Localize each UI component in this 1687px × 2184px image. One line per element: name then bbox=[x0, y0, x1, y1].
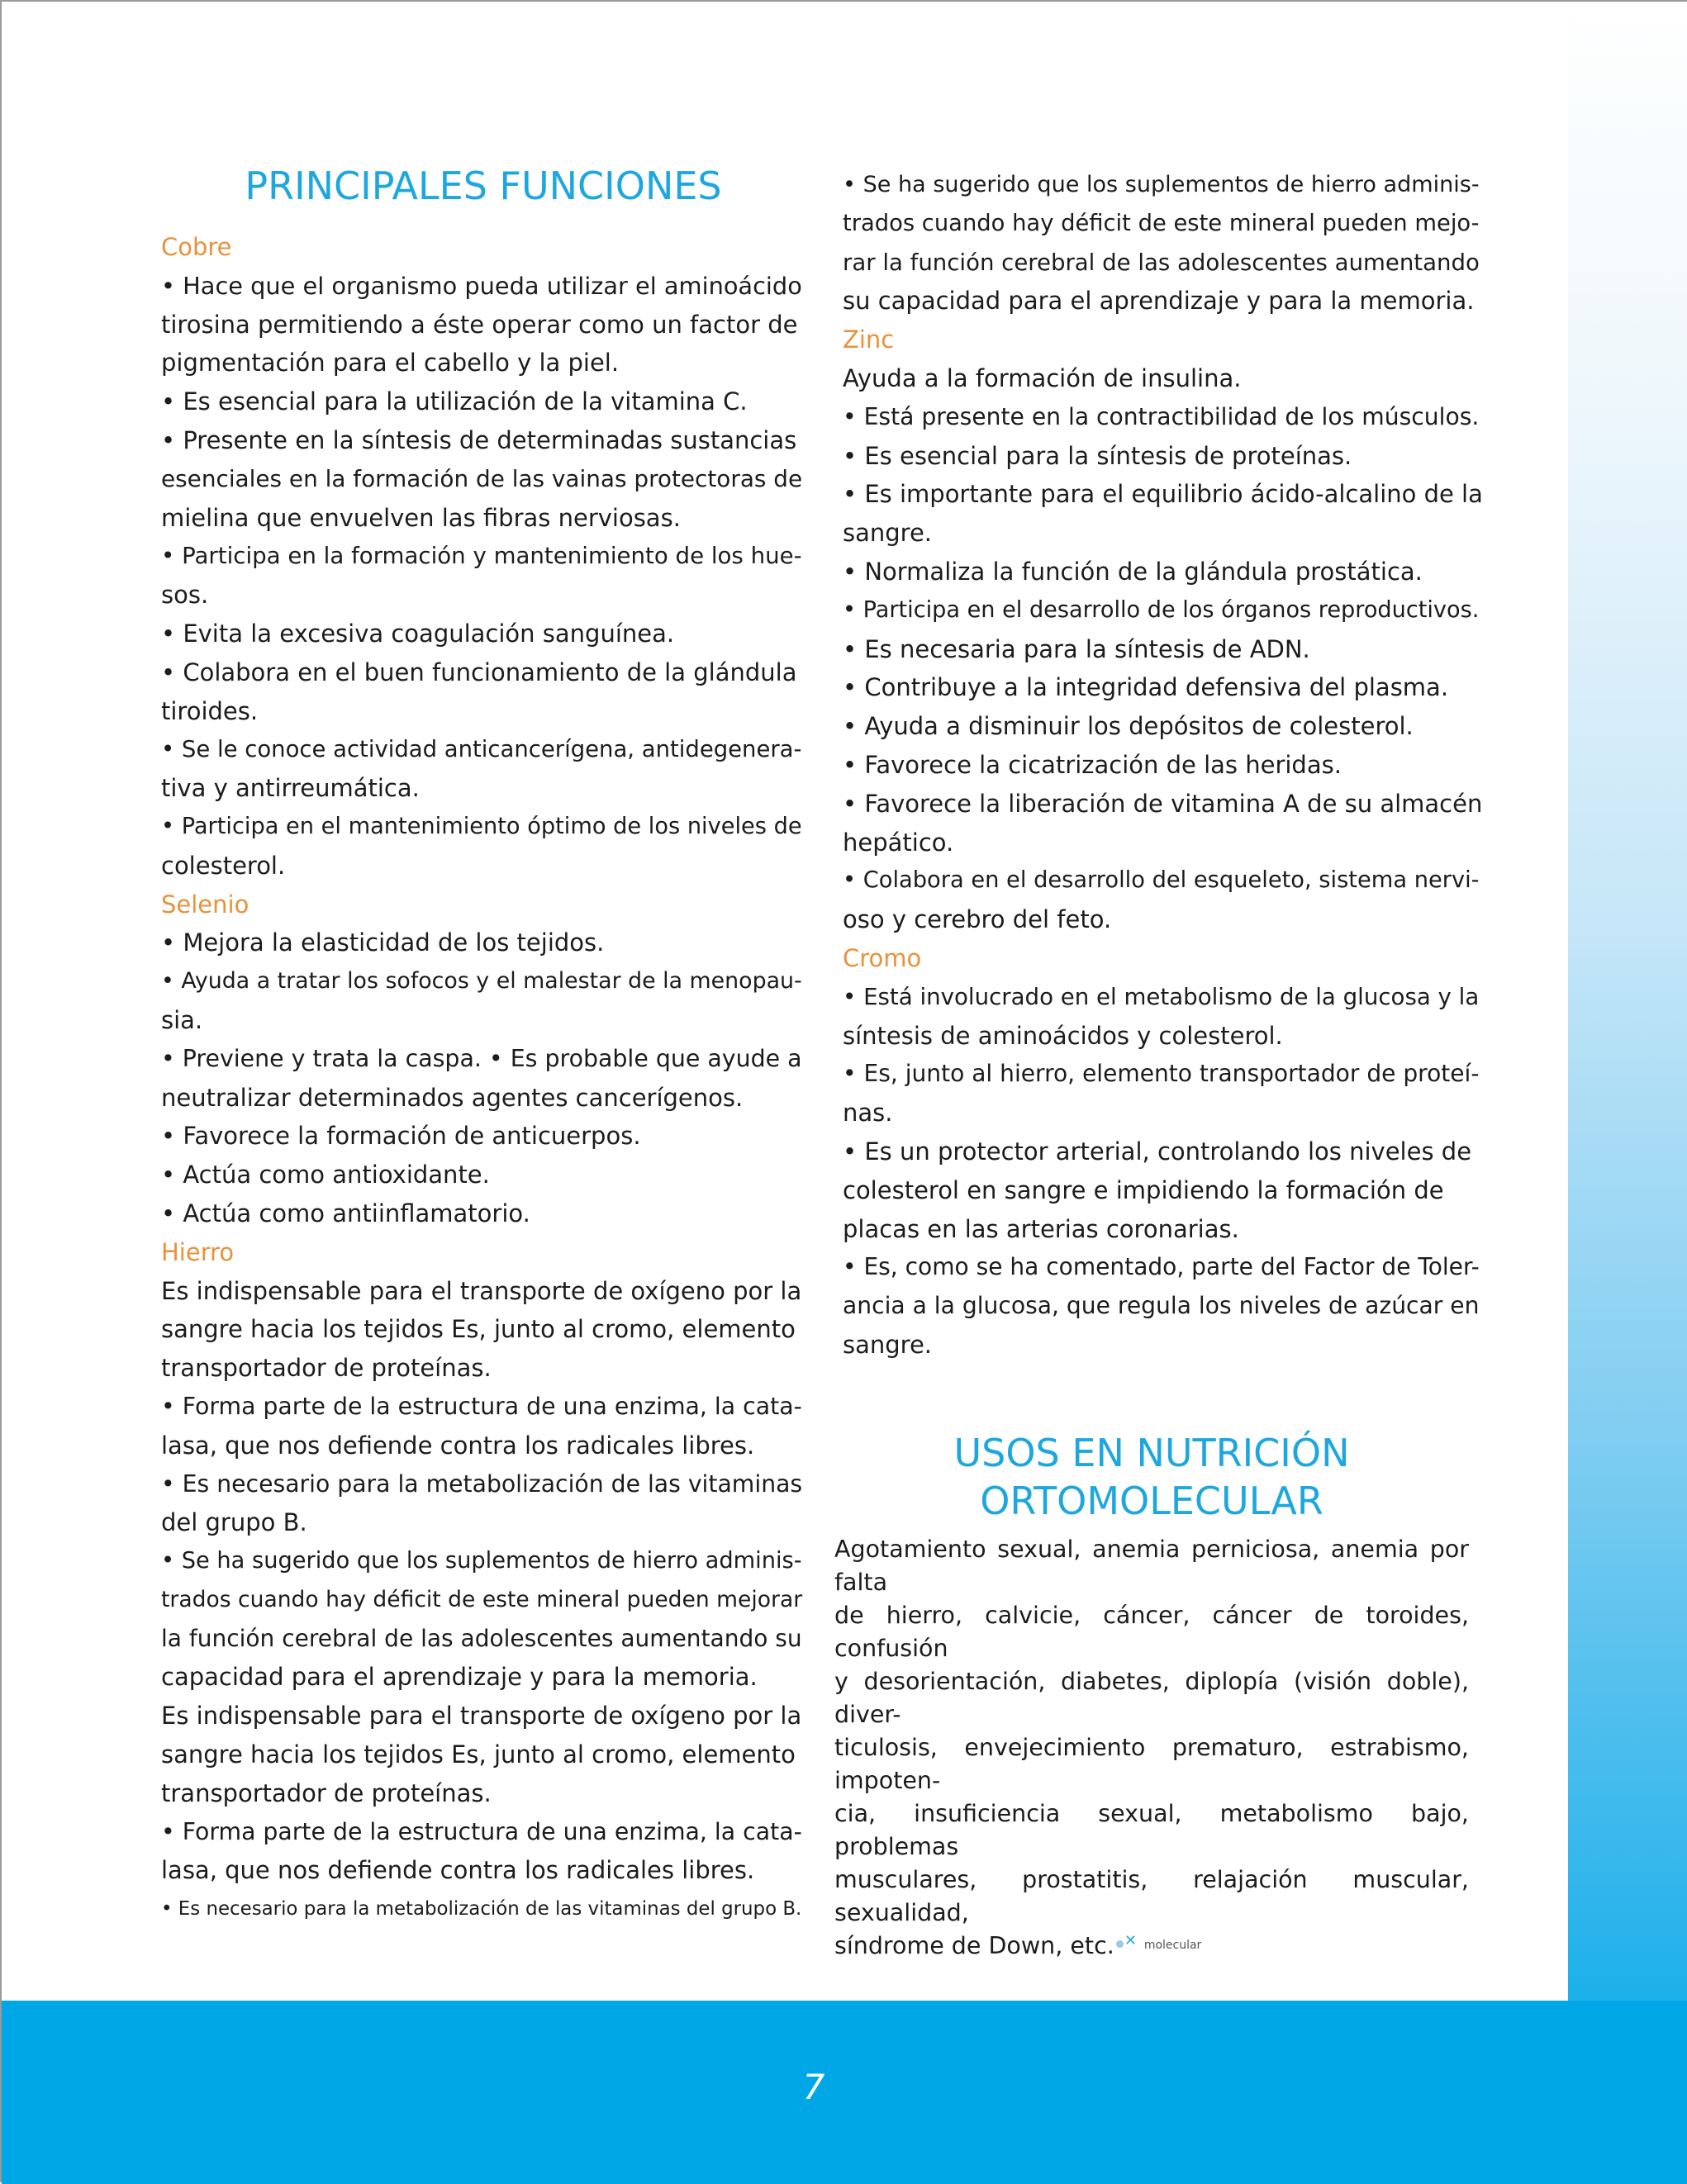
text-line: • Se le conoce actividad anticancerígena, antidegenera- bbox=[161, 736, 802, 763]
text-line: • Es necesario para la metabolización de las vitaminas del grupo B. bbox=[161, 1898, 802, 1920]
text-line: oso y cerebro del feto. bbox=[843, 905, 1112, 934]
text-line: • Colabora en el desarrollo del esqueleto, sistema nervi- bbox=[843, 867, 1480, 894]
text-line: Ayuda a la formación de insulina. bbox=[843, 363, 1242, 392]
text-line: y desorientación, diabetes, diplopía (visión doble), diver- bbox=[834, 1668, 1469, 1728]
usos-title-line-1: USOS EN NUTRICIÓN bbox=[953, 1431, 1350, 1475]
text-line: • Participa en la formación y mantenimiento de los hue- bbox=[161, 542, 802, 570]
text-line: • Favorece la liberación de vitamina A de su almacén bbox=[843, 789, 1483, 818]
text-line: • Ayuda a disminuir los depósitos de colesterol. bbox=[843, 712, 1414, 741]
text-line: su capacidad para el aprendizaje y para la memoria. bbox=[843, 287, 1475, 316]
subsection-heading: Zinc bbox=[843, 325, 895, 354]
text-line: hepático. bbox=[843, 828, 954, 857]
text-line: pigmentación para el cabello y la piel. bbox=[161, 349, 620, 377]
text-line: transportador de proteínas. bbox=[161, 1778, 492, 1807]
text-line: • Forma parte de la estructura de una enzima, la cata- bbox=[161, 1817, 802, 1845]
usos-paragraph bbox=[834, 1533, 1469, 1963]
right-text-lines bbox=[843, 166, 1483, 1365]
text-line: • Favorece la formación de anticuerpos. bbox=[161, 1122, 641, 1151]
right-gradient-strip bbox=[1568, 2, 1687, 2001]
principales-funciones-title: PRINCIPALES FUNCIONES bbox=[245, 164, 722, 208]
text-line: capacidad para el aprendizaje y para la memoria. bbox=[161, 1663, 758, 1692]
text-line: Agotamiento sexual, anemia perniciosa, anemia por falta bbox=[834, 1536, 1469, 1596]
text-line: sangre. bbox=[843, 519, 933, 548]
text-line: • Se ha sugerido que los suplementos de hierro adminis- bbox=[843, 172, 1480, 197]
text-line: • Es necesaria para la síntesis de ADN. bbox=[843, 634, 1310, 663]
text-line: tirosina permitiendo a éste operar como un factor de bbox=[161, 310, 798, 339]
text-line: • Previene y trata la caspa. • Es probable que ayude a bbox=[161, 1044, 802, 1072]
text-line: del grupo B. bbox=[161, 1508, 307, 1537]
text-line: placas en las arterias coronarias. bbox=[843, 1214, 1239, 1243]
text-line: ticulosis, envejecimiento prematuro, estrabismo, impoten- bbox=[834, 1734, 1469, 1794]
text-line: Es indispensable para el transporte de oxígeno por la bbox=[161, 1276, 802, 1305]
text-line: sangre hacia los tejidos Es, junto al cromo, elemento bbox=[161, 1315, 796, 1344]
text-line: la función cerebral de las adolescentes aumentando su bbox=[161, 1624, 802, 1652]
ortomolecular-logo-icon: ✕ molecular bbox=[1116, 1935, 1199, 1954]
text-line: sangre. bbox=[843, 1330, 933, 1359]
text-line: esenciales en la formación de las vainas protectoras de bbox=[161, 464, 803, 492]
text-line: sangre hacia los tejidos Es, junto al cromo, elemento bbox=[161, 1740, 796, 1769]
text-line: • Evita la excesiva coagulación sanguínea. bbox=[161, 619, 675, 648]
subsection-heading: Cromo bbox=[843, 943, 922, 972]
text-line: lasa, que nos defiende contra los radicales libres. bbox=[161, 1856, 755, 1885]
text-line: rar la función cerebral de las adolescentes aumentando bbox=[843, 248, 1480, 276]
usos-title bbox=[834, 1429, 1469, 1525]
subsection-heading: Hierro bbox=[161, 1237, 235, 1266]
text-line: colesterol en sangre e impidiendo la formación de bbox=[843, 1175, 1444, 1204]
text-line: neutralizar determinados agentes cancerígenos. bbox=[161, 1083, 744, 1112]
usos-last-text: síndrome de Down, etc. bbox=[834, 1932, 1114, 1959]
usos-lines bbox=[834, 1533, 1469, 1930]
text-line: • Es un protector arterial, controlando los niveles de bbox=[843, 1137, 1472, 1166]
text-line: Es indispensable para el transporte de oxígeno por la bbox=[161, 1702, 802, 1731]
text-line: mielina que envuelven las fibras nerviosas. bbox=[161, 503, 681, 532]
text-line: cia, insuficiencia sexual, metabolismo bajo, problemas bbox=[834, 1800, 1469, 1860]
usos-section bbox=[834, 1429, 1469, 1963]
text-line: • Presente en la síntesis de determinadas sustancias bbox=[161, 425, 797, 454]
right-column bbox=[843, 166, 1483, 1365]
text-line: • Participa en el mantenimiento óptimo de los niveles de bbox=[161, 813, 802, 839]
text-line: sia. bbox=[161, 1005, 203, 1034]
subsection-heading: Cobre bbox=[161, 233, 232, 261]
text-line: • Ayuda a tratar los sofocos y el malestar de la menopau- bbox=[161, 968, 802, 995]
text-line: tiroides. bbox=[161, 696, 259, 725]
text-line: trados cuando hay déficit de este mineral pueden mejo- bbox=[843, 210, 1480, 236]
text-line: • Es, junto al hierro, elemento transportador de proteí- bbox=[843, 1060, 1480, 1088]
text-line: • Mejora la elasticidad de los tejidos. bbox=[161, 928, 605, 957]
page-number: 7 bbox=[802, 2067, 825, 2107]
text-line: musculares, prostatitis, relajación muscular, sexualidad, bbox=[834, 1866, 1469, 1926]
text-line: • Contribuye a la integridad defensiva del plasma. bbox=[843, 673, 1449, 702]
text-line: nas. bbox=[843, 1099, 893, 1128]
text-line: síntesis de aminoácidos y colesterol. bbox=[843, 1021, 1283, 1050]
text-line: • Normaliza la función de la glándula prostática. bbox=[843, 557, 1423, 586]
text-line: • Colabora en el buen funcionamiento de la glándula bbox=[161, 658, 797, 686]
text-line: • Hace que el organismo pueda utilizar el aminoácido bbox=[161, 271, 802, 300]
text-line: • Actúa como antioxidante. bbox=[161, 1161, 490, 1189]
text-line: • Favorece la cicatrización de las heridas. bbox=[843, 750, 1342, 779]
text-line: sos. bbox=[161, 581, 209, 610]
text-line: lasa, que nos defiende contra los radicales libres. bbox=[161, 1431, 755, 1460]
text-line: • Está presente en la contractibilidad de los músculos. bbox=[843, 402, 1480, 430]
text-line: • Es, como se ha comentado, parte del Factor de Toler- bbox=[843, 1253, 1480, 1281]
text-line: • Es esencial para la utilización de la vitamina C. bbox=[161, 387, 748, 416]
left-text-lines bbox=[161, 228, 805, 1929]
text-line: • Está involucrado en el metabolismo de la glucosa y la bbox=[843, 982, 1480, 1010]
logo-text: molecular bbox=[1143, 1939, 1202, 1952]
text-line: • Participa en el desarrollo de los órganos reproductivos. bbox=[843, 596, 1480, 623]
text-line: • Es importante para el equilibrio ácido-alcalino de la bbox=[843, 480, 1483, 509]
text-line: transportador de proteínas. bbox=[161, 1354, 492, 1383]
text-line: tiva y antirreumática. bbox=[161, 774, 420, 803]
usos-title-line-2: ORTOMOLECULAR bbox=[980, 1479, 1323, 1523]
text-line: trados cuando hay déficit de este mineral pueden mejorar bbox=[161, 1586, 803, 1612]
text-line: de hierro, calvicie, cáncer, cáncer de toroides, confusión bbox=[834, 1602, 1469, 1662]
text-line: • Es necesario para la metabolización de las vitaminas bbox=[161, 1469, 803, 1498]
text-line: ancia a la glucosa, que regula los niveles de azúcar en bbox=[843, 1292, 1480, 1320]
usos-last-line bbox=[834, 1930, 1469, 1963]
text-line: colesterol. bbox=[161, 851, 286, 880]
left-column bbox=[161, 162, 805, 1929]
text-line: • Forma parte de la estructura de una enzima, la cata- bbox=[161, 1392, 802, 1420]
text-line: • Es esencial para la síntesis de proteínas. bbox=[843, 441, 1352, 470]
text-line: • Actúa como antiinflamatorio. bbox=[161, 1199, 530, 1227]
subsection-heading: Selenio bbox=[161, 890, 249, 919]
text-line: • Se ha sugerido que los suplementos de hierro adminis- bbox=[161, 1548, 802, 1574]
